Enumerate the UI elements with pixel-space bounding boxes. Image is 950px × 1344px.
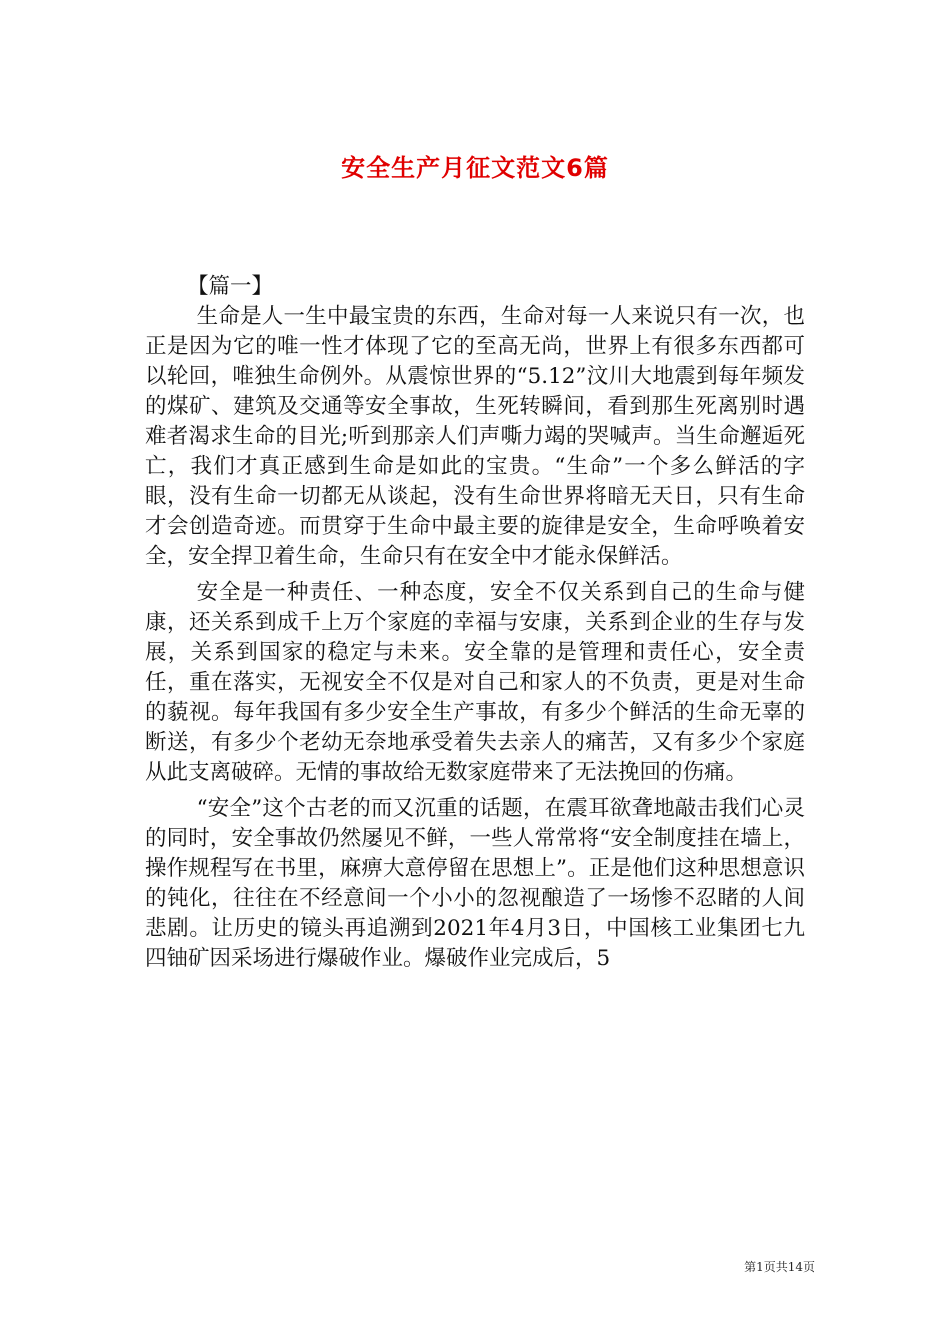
page-number-footer: 第1页共14页 [744, 1260, 815, 1274]
document-title: 安全生产月征文范文6篇 [341, 154, 609, 183]
paragraph-1: 生命是人一生中最宝贵的东西，生命对每一人来说只有一次，也正是因为它的唯一性才体现了它的至高无尚，世界上有很多东西都可以轮回，唯独生命例外。从震惊世界的“5.12”汶川大地震到每年频发的煤矿、建筑及交通等安全事故，生死转瞬间，看到那生死离别时遇难者渴求生命的目光;听到那亲人们声嘶力竭的哭喊声。当生命邂逅死亡，我们才真正感到生命是如此的宝贵。“生命”一个多么鲜活的字眼，没有生命一切都无从谈起，没有生命世界将暗无天日，只有生命才会创造奇迹。而贯穿于生命中最主要的旋律是安全，生命呼唤着安全，安全捍卫着生命，生命只有在安全中才能永保鲜活。 [145, 304, 805, 569]
paragraph-3: “安全”这个古老的而又沉重的话题，在震耳欲聋地敲击我们心灵的同时，安全事故仍然屡见不鲜，一些人常常将“安全制度挂在墙上，操作规程写在书里，麻痹大意停留在思想上”。正是他们这种思想意识的钝化，往往在不经意间一个小小的忽视酿造了一场惨不忍睹的人间悲剧。让历史的镜头再追溯到2021年4月3日，中国核工业集团七九四铀矿因采场进行爆破作业。爆破作业完成后，5 [145, 796, 805, 971]
section-heading: 【篇一】 [187, 274, 274, 299]
document-body [145, 272, 805, 980]
paragraph-2: 安全是一种责任、一种态度，安全不仅关系到自己的生命与健康，还关系到成千上万个家庭的幸福与安康，关系到企业的生存与发展，关系到国家的稳定与未来。安全靠的是管理和责任心，安全责任，重在落实，无视安全不仅是对自己和家人的不负责，更是对生命的藐视。每年我国有多少安全生产事故，有多少个鲜活的生命无辜的断送，有多少个老幼无奈地承受着失去亲人的痛苦，又有多少个家庭从此支离破碎。无情的事故给无数家庭带来了无法挽回的伤痛。 [145, 580, 805, 785]
